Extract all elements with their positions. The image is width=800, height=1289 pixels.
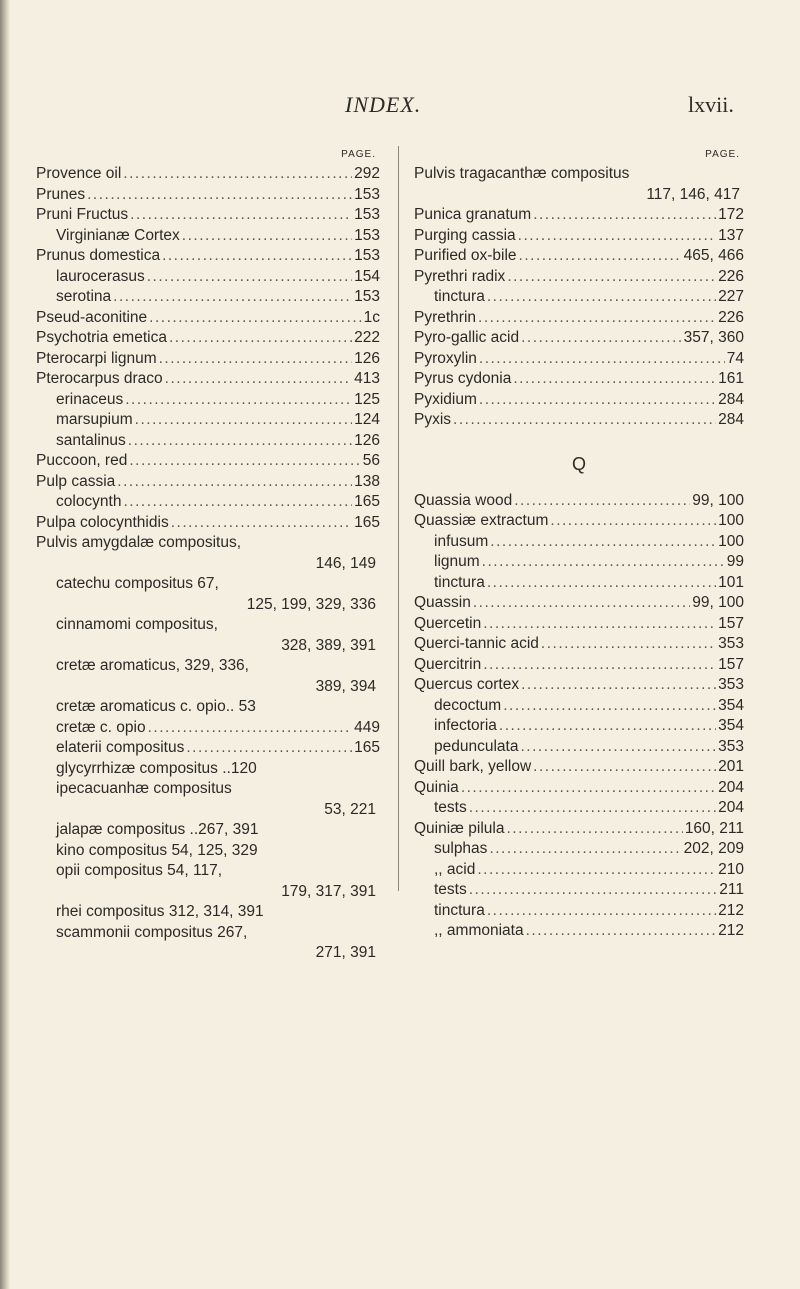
leader-dots (165, 369, 352, 390)
leader-dots (148, 718, 353, 739)
index-entry (36, 779, 380, 800)
leader-dots (123, 492, 352, 513)
entry-page-numbers: 212 (718, 922, 744, 939)
index-entry (414, 819, 744, 840)
index-entry (414, 839, 744, 860)
entry-term: Pyroxylin (414, 349, 477, 367)
index-entry (36, 205, 380, 226)
index-entry (36, 349, 380, 370)
entry-term: Pterocarpi lignum (36, 349, 157, 367)
leader-dots (87, 185, 352, 206)
index-entry (36, 718, 380, 739)
index-entry (36, 574, 380, 595)
index-entry (414, 287, 744, 308)
entry-term: Psychotria emetica (36, 329, 167, 346)
index-entry (414, 593, 744, 614)
entry-page-numbers: 284 (718, 390, 744, 408)
index-entry-continuation: 125, 199, 329, 336 (246, 595, 376, 613)
leader-dots (453, 410, 716, 431)
entry-page-numbers: 284 (718, 411, 744, 428)
entry-term: Quassia wood (414, 491, 513, 509)
leader-dots (514, 491, 690, 512)
entry-page-numbers: 226 (718, 308, 744, 326)
entry-term: ,, acid (434, 860, 476, 878)
entry-term: Pyxis (414, 411, 452, 428)
leader-dots (149, 308, 361, 329)
entry-term: Pyrethrin (414, 308, 477, 326)
index-entry (414, 552, 744, 573)
entry-page-numbers: 56 (362, 452, 380, 469)
leader-dots (507, 267, 716, 288)
index-entry (36, 533, 380, 554)
entry-term: marsupium (56, 411, 133, 428)
index-entry (414, 655, 744, 676)
page-column-label: PAGE. (341, 149, 376, 160)
entry-term: kino compositus 54, 125, 329 (56, 841, 258, 859)
leader-dots (487, 287, 716, 308)
leader-dots (473, 593, 690, 614)
entry-term: infectoria (434, 717, 497, 734)
entry-term: erinaceus (56, 390, 124, 408)
entry-term: tinctura (434, 288, 485, 305)
entry-page-numbers: 210 (718, 860, 744, 878)
index-entry (414, 532, 744, 553)
index-entry (36, 923, 380, 944)
leader-dots (521, 328, 682, 349)
page-number: lxvii. (688, 92, 734, 117)
entry-page-numbers: 202, 209 (683, 840, 744, 857)
book-spine-edge (0, 0, 10, 1289)
index-entry (414, 369, 744, 390)
entry-page-numbers: 161 (718, 370, 744, 387)
entry-term: Punica granatum (414, 206, 532, 223)
index-entry (414, 246, 744, 267)
leader-dots (479, 349, 725, 370)
entry-term: decoctum (434, 696, 502, 714)
index-entry (414, 716, 744, 737)
entry-term: tinctura (434, 901, 485, 919)
entry-page-numbers: 101 (718, 573, 744, 591)
index-entry (36, 410, 380, 431)
right-index-entries-q (414, 491, 744, 942)
index-entry (36, 287, 380, 308)
column-divider (398, 146, 399, 891)
entry-term: Querci-tannic acid (414, 635, 539, 652)
entry-page-numbers: 126 (354, 349, 380, 367)
entry-term: cretæ aromaticus c. opio.. 53 (56, 698, 256, 715)
index-entry (414, 880, 744, 901)
index-entry (36, 185, 380, 206)
leader-dots (128, 431, 352, 452)
index-entry (36, 615, 380, 636)
entry-term: pedunculata (434, 737, 519, 755)
index-entry (36, 738, 380, 759)
index-entry (414, 778, 744, 799)
leader-dots (479, 390, 716, 411)
entry-term: ,, ammoniata (434, 922, 524, 939)
index-entry (414, 410, 744, 431)
index-entry (414, 634, 744, 655)
entry-term: Provence oil (36, 165, 122, 182)
index-entry (414, 491, 744, 512)
entry-page-numbers: 204 (718, 778, 744, 796)
left-column (36, 146, 380, 964)
entry-term: Pulvis amygdalæ compositus, (36, 534, 242, 551)
leader-dots (469, 798, 716, 819)
entry-page-numbers: 172 (718, 206, 744, 223)
entry-page-numbers: 153 (354, 226, 380, 244)
index-entry (36, 513, 380, 534)
entry-page-numbers: 165 (354, 493, 380, 510)
index-entry-continuation: 146, 149 (315, 554, 376, 572)
leader-dots (169, 328, 352, 349)
leader-dots (147, 267, 352, 288)
entry-page-numbers: 99 (726, 553, 744, 570)
leader-dots (506, 819, 682, 840)
index-entry (414, 737, 744, 758)
index-entry (36, 697, 380, 718)
index-entry (414, 614, 744, 635)
leader-dots (186, 738, 352, 759)
leader-dots (159, 349, 353, 370)
index-entry (36, 841, 380, 862)
index-entry (36, 308, 380, 329)
entry-page-numbers: 353 (718, 737, 744, 755)
entry-term: tests (434, 799, 467, 816)
leader-dots (526, 921, 717, 942)
entry-term: elaterii compositus (56, 739, 185, 756)
index-entry (36, 820, 380, 841)
entry-page-numbers: 465, 466 (683, 247, 744, 264)
entry-page-numbers: 153 (354, 206, 380, 223)
leader-dots (113, 287, 352, 308)
entry-term: Puccoon, red (36, 452, 128, 469)
leader-dots (513, 369, 716, 390)
page-header (0, 92, 800, 122)
index-entry (414, 901, 744, 922)
entry-term: Quassin (414, 594, 471, 611)
index-entry (36, 902, 380, 923)
index-entry (414, 164, 744, 185)
index-entry (36, 369, 380, 390)
index-entry-continuation: 328, 389, 391 (281, 636, 376, 654)
leader-dots (482, 552, 725, 573)
entry-term: opii compositus 54, 117, (56, 862, 223, 879)
entry-term: Pyro-gallic acid (414, 329, 520, 346)
index-entry (414, 757, 744, 778)
index-entry (414, 390, 744, 411)
leader-dots (477, 860, 716, 881)
leader-dots (182, 226, 352, 247)
index-entry-continuation: 179, 317, 391 (281, 882, 376, 900)
index-entry-continuation: 117, 146, 417 (646, 185, 740, 203)
entry-term: Pseud-aconitine (36, 308, 148, 326)
entry-page-numbers: 153 (354, 288, 380, 305)
entry-term: jalapæ compositus ..267, 391 (56, 821, 259, 838)
entry-term: Pulpa colocynthidis (36, 513, 169, 531)
index-entry (414, 349, 744, 370)
leader-dots (469, 880, 718, 901)
leader-dots (519, 246, 682, 267)
leader-dots (533, 757, 716, 778)
section-letter: Q (571, 453, 586, 474)
entry-term: cretæ aromaticus, 329, 336, (56, 657, 249, 674)
entry-page-numbers: 353 (718, 635, 744, 652)
index-entry (36, 164, 380, 185)
entry-page-numbers: 204 (718, 799, 744, 816)
entry-page-numbers: 354 (718, 717, 744, 734)
index-entry-continuation: 53, 221 (324, 800, 376, 818)
index-entry (414, 205, 744, 226)
index-entry (414, 573, 744, 594)
leader-dots (483, 655, 716, 676)
left-index-entries (36, 164, 380, 964)
entry-page-numbers: 165 (354, 739, 380, 756)
entry-page-numbers: 449 (354, 718, 380, 736)
entry-term: Pruni Fructus (36, 206, 129, 223)
right-column (414, 146, 744, 942)
leader-dots (521, 675, 716, 696)
index-entry (36, 472, 380, 493)
right-index-entries-p (414, 164, 744, 431)
entry-term: Pulp cassia (36, 472, 116, 490)
leader-dots (483, 614, 716, 635)
leader-dots (489, 839, 681, 860)
leader-dots (135, 410, 352, 431)
entry-term: Purging cassia (414, 226, 516, 244)
entry-term: Quercitrin (414, 655, 482, 673)
index-entry (36, 451, 380, 472)
entry-term: tinctura (434, 573, 485, 591)
entry-term: serotina (56, 288, 112, 305)
entry-term: Pulvis tragacanthæ compositus (414, 165, 630, 182)
index-entry (414, 860, 744, 881)
index-entry (414, 511, 744, 532)
entry-term: Pterocarpus draco (36, 370, 163, 387)
index-entry (36, 656, 380, 677)
entry-page-numbers: 226 (718, 267, 744, 285)
entry-page-numbers: 353 (718, 676, 744, 693)
entry-term: lignum (434, 553, 480, 570)
entry-page-numbers: 160, 211 (684, 819, 744, 837)
entry-term: Virginianæ Cortex (56, 226, 180, 244)
entry-term: Quill bark, yellow (414, 758, 532, 775)
index-entry (36, 328, 380, 349)
leader-dots (533, 205, 716, 226)
entry-term: Quinia (414, 778, 459, 796)
leader-dots (162, 246, 352, 267)
entry-page-numbers: 413 (354, 370, 380, 387)
entry-term: Quercetin (414, 614, 482, 632)
entry-page-numbers: 157 (718, 614, 744, 632)
leader-dots (125, 390, 352, 411)
index-entry (36, 431, 380, 452)
leader-dots (478, 308, 716, 329)
leader-dots (130, 205, 352, 226)
index-entry-continuation: 271, 391 (315, 944, 376, 961)
leader-dots (518, 226, 716, 247)
entry-term: infusum (434, 532, 489, 550)
entry-page-numbers: 100 (718, 532, 744, 550)
leader-dots (503, 696, 716, 717)
entry-page-numbers: 354 (718, 696, 744, 714)
entry-page-numbers: 99, 100 (692, 594, 744, 611)
entry-term: glycyrrhizæ compositus ..120 (56, 759, 257, 777)
leader-dots (461, 778, 716, 799)
index-entry (36, 246, 380, 267)
entry-term: Pyxidium (414, 390, 477, 408)
index-entry (414, 328, 744, 349)
index-entry (36, 226, 380, 247)
entry-term: Purified ox-bile (414, 247, 517, 264)
leader-dots (487, 573, 716, 594)
index-entry (36, 390, 380, 411)
entry-page-numbers: 292 (354, 165, 380, 182)
entry-term: ipecacuanhæ compositus (56, 780, 232, 797)
leader-dots (490, 532, 716, 553)
entry-term: rhei compositus 312, 314, 391 (56, 903, 264, 920)
entry-page-numbers: 212 (718, 901, 744, 919)
entry-page-numbers: 154 (354, 267, 380, 285)
entry-page-numbers: 157 (718, 655, 744, 673)
leader-dots (117, 472, 352, 493)
index-entry (36, 861, 380, 882)
entry-term: Pyrus cydonia (414, 370, 512, 387)
leader-dots (123, 164, 352, 185)
entry-page-numbers: 211 (719, 881, 744, 898)
entry-term: catechu compositus 67, (56, 575, 219, 592)
entry-page-numbers: 201 (718, 758, 744, 775)
entry-term: Prunes (36, 185, 86, 203)
entry-term: cretæ c. opio (56, 718, 146, 736)
leader-dots (129, 451, 360, 472)
entry-term: Pyrethri radix (414, 267, 506, 285)
entry-page-numbers: 227 (718, 288, 744, 305)
entry-page-numbers: 137 (718, 226, 744, 244)
index-entry (36, 267, 380, 288)
index-entry (36, 492, 380, 513)
entry-term: Prunus domestica (36, 247, 161, 264)
entry-page-numbers: 165 (354, 513, 380, 531)
entry-page-numbers: 124 (354, 411, 380, 428)
leader-dots (171, 513, 352, 534)
index-entry (414, 308, 744, 329)
entry-page-numbers: 125 (354, 390, 380, 408)
leader-dots (550, 511, 716, 532)
entry-page-numbers: 138 (354, 472, 380, 490)
leader-dots (487, 901, 716, 922)
page-column-label: PAGE. (705, 149, 740, 160)
index-entry (414, 921, 744, 942)
entry-term: santalinus (56, 431, 126, 449)
leader-dots (541, 634, 716, 655)
entry-term: Quiniæ pilula (414, 819, 505, 837)
leader-dots (499, 716, 716, 737)
entry-term: tests (434, 881, 467, 898)
entry-term: colocynth (56, 493, 122, 510)
entry-page-numbers: 99, 100 (692, 491, 744, 509)
entry-page-numbers: 100 (718, 512, 744, 529)
entry-term: sulphas (434, 840, 488, 857)
entry-page-numbers: 357, 360 (683, 329, 744, 346)
index-entry-continuation: 389, 394 (315, 677, 376, 695)
index-entry (36, 759, 380, 780)
index-entry (414, 675, 744, 696)
entry-page-numbers: 153 (354, 247, 380, 264)
entry-term: laurocerasus (56, 267, 145, 285)
leader-dots (520, 737, 716, 758)
entry-page-numbers: 222 (354, 329, 380, 346)
entry-term: Quassiæ extractum (414, 512, 549, 529)
entry-page-numbers: 153 (354, 185, 380, 203)
index-entry (414, 267, 744, 288)
index-entry (414, 696, 744, 717)
entry-term: Quercus cortex (414, 676, 520, 693)
index-entry (414, 226, 744, 247)
entry-page-numbers: 74 (726, 349, 744, 367)
entry-term: scammonii compositus 267, (56, 923, 248, 941)
index-entry (414, 798, 744, 819)
page-title: INDEX. (345, 92, 422, 117)
entry-page-numbers: 126 (354, 431, 380, 449)
entry-page-numbers: 1c (363, 308, 380, 326)
entry-term: cinnamomi compositus, (56, 616, 218, 633)
